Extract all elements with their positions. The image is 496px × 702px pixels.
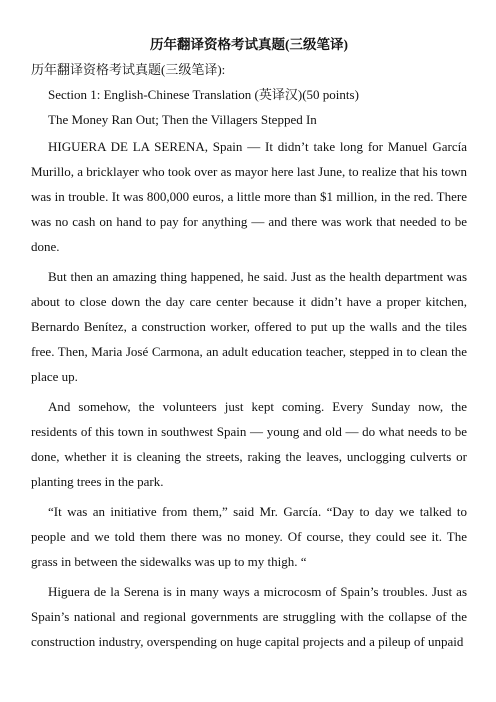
paragraph: But then an amazing thing happened, he said. Just as the health department was about to close down the day care center because it didn’t have a proper kitchen, Bernardo Benítez, a construction worker, offered to put up the walls and the tiles free. Then, Maria José Carmona, an adult education teacher, stepped in to clean the place up. [31,269,467,384]
paragraph: “It was an initiative from them,” said Mr. García. “Day to day we talked to people and we told them there was no money. Of course, they could see it. The grass in between the sidewalks was up to my thigh. “ [31,504,467,569]
document-title: 历年翻译资格考试真题(三级笔译) [150,37,348,52]
document-page [31,0,467,654]
paragraph: And somehow, the volunteers just kept coming. Every Sunday now, the residents of this town in southwest Spain — young and old — do what needs to be done, whether it is cleaning the streets, raking the leaves, unclogging culverts or planting trees in the park. [31,399,467,489]
document-subtitle: 历年翻译资格考试真题(三级笔译): [31,62,226,77]
section-heading: Section 1: English-Chinese Translation (英译汉)(50 points) [48,87,359,102]
paragraph: Higuera de la Serena is in many ways a microcosm of Spain’s troubles. Just as Spain’s national and regional governments are struggling with the collapse of the construction industry, overspending on huge capital projects and a pileup of unpaid [31,584,467,649]
article-title: The Money Ran Out; Then the Villagers Stepped In [48,112,317,127]
paragraph: HIGUERA DE LA SERENA, Spain — It didn’t take long for Manuel García Murillo, a bricklayer who took over as mayor here last June, to realize that his town was in trouble. It was 800,000 euros, a little more than $1 million, in the red. There was no cash on hand to pay for anything — and there was work that needed to be done. [31,139,467,254]
